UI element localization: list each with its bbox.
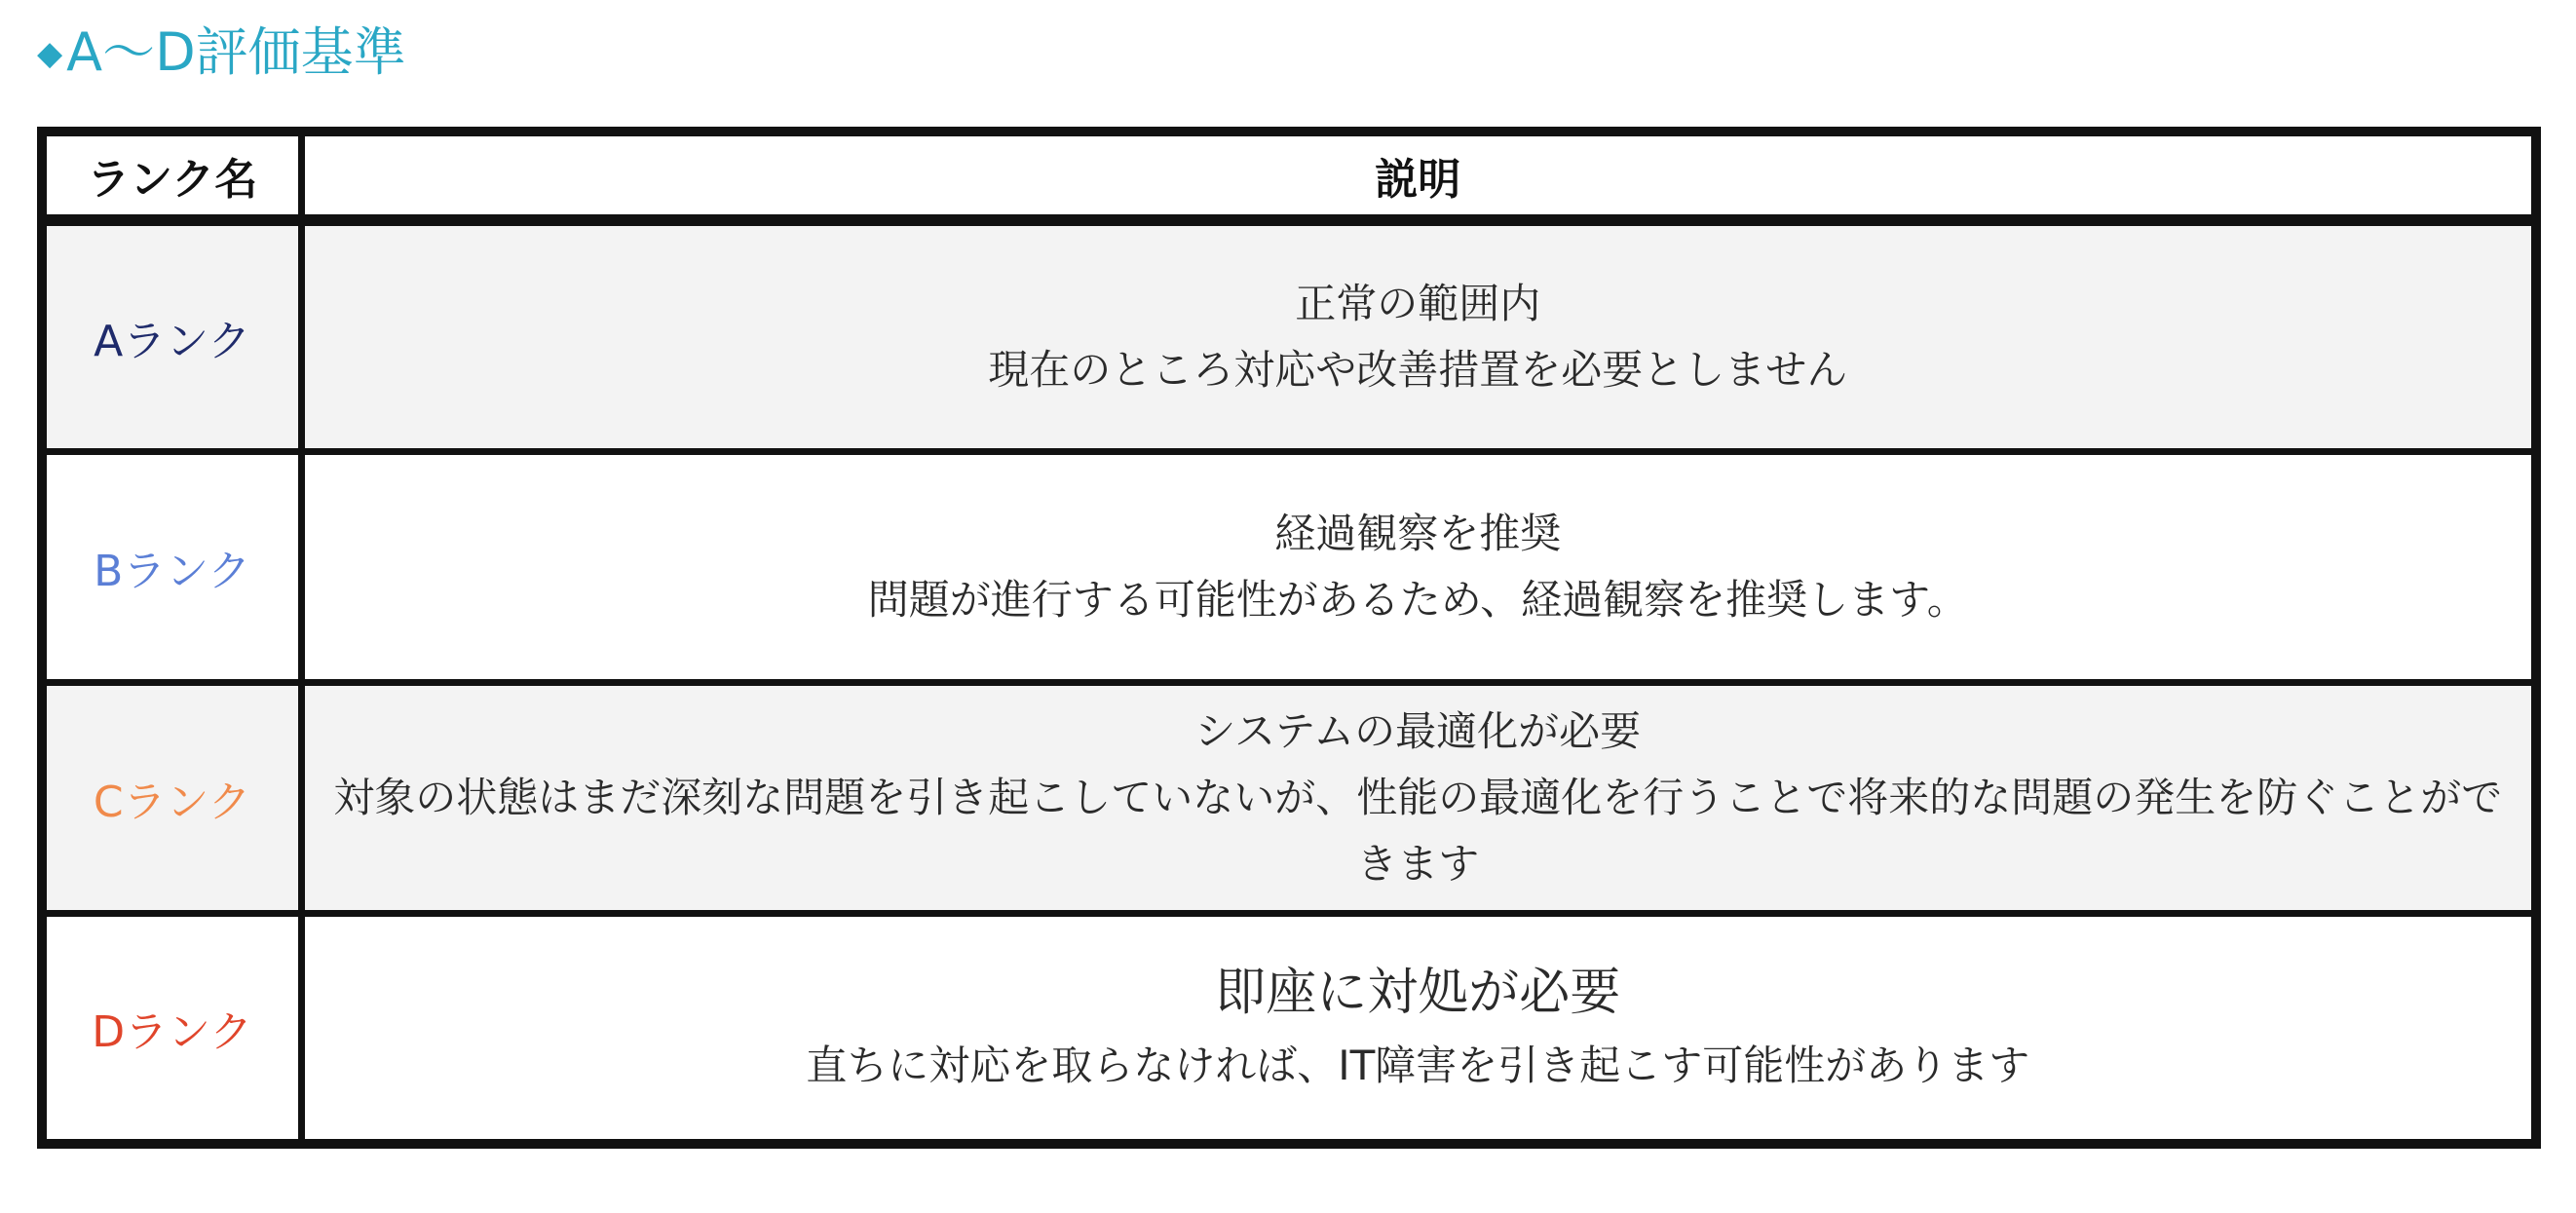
rank-c-title: システムの最適化が必要 xyxy=(1194,706,1642,755)
rank-b-description xyxy=(301,451,2536,682)
table-row-rank-a xyxy=(42,220,2536,451)
rank-d-body: 直ちに対応を取らなければ、IT障害を引き起こす可能性があります xyxy=(806,1041,2030,1089)
page-title-text: A～D評価基準 xyxy=(66,21,406,83)
rank-b-label: Bランク xyxy=(42,451,301,682)
rank-d-title: 即座に対処が必要 xyxy=(1215,963,1621,1022)
diamond-bullet-icon: ◆ xyxy=(37,34,63,73)
rank-d-description xyxy=(301,913,2536,1144)
table-row-rank-d xyxy=(42,913,2536,1144)
rank-name-header: ランク名 xyxy=(42,132,301,220)
table-header-row xyxy=(42,132,2536,220)
rank-criteria-table xyxy=(37,127,2541,1149)
rank-b-body: 問題が進行する可能性があるため、経過観察を推奨します。 xyxy=(867,575,1968,624)
rank-a-description xyxy=(301,220,2536,451)
description-header: 説明 xyxy=(301,132,2536,220)
rank-c-description xyxy=(301,682,2536,913)
rank-b-title: 経過観察を推奨 xyxy=(1274,509,1562,557)
table-row-rank-c xyxy=(42,682,2536,913)
rank-d-label: Dランク xyxy=(42,913,301,1144)
rank-c-body: 対象の状態はまだ深刻な問題を引き起こしていないが、性能の最適化を行うことで将来的な問題の発生を防ぐことができます xyxy=(333,773,2503,888)
rank-a-title: 正常の範囲内 xyxy=(1295,279,1541,327)
table-row-rank-b xyxy=(42,451,2536,682)
rank-a-body: 現在のところ対応や改善措置を必要としません xyxy=(988,345,1848,394)
page-title xyxy=(37,14,406,92)
rank-a-label: Aランク xyxy=(42,220,301,451)
rank-c-label: Cランク xyxy=(42,682,301,913)
